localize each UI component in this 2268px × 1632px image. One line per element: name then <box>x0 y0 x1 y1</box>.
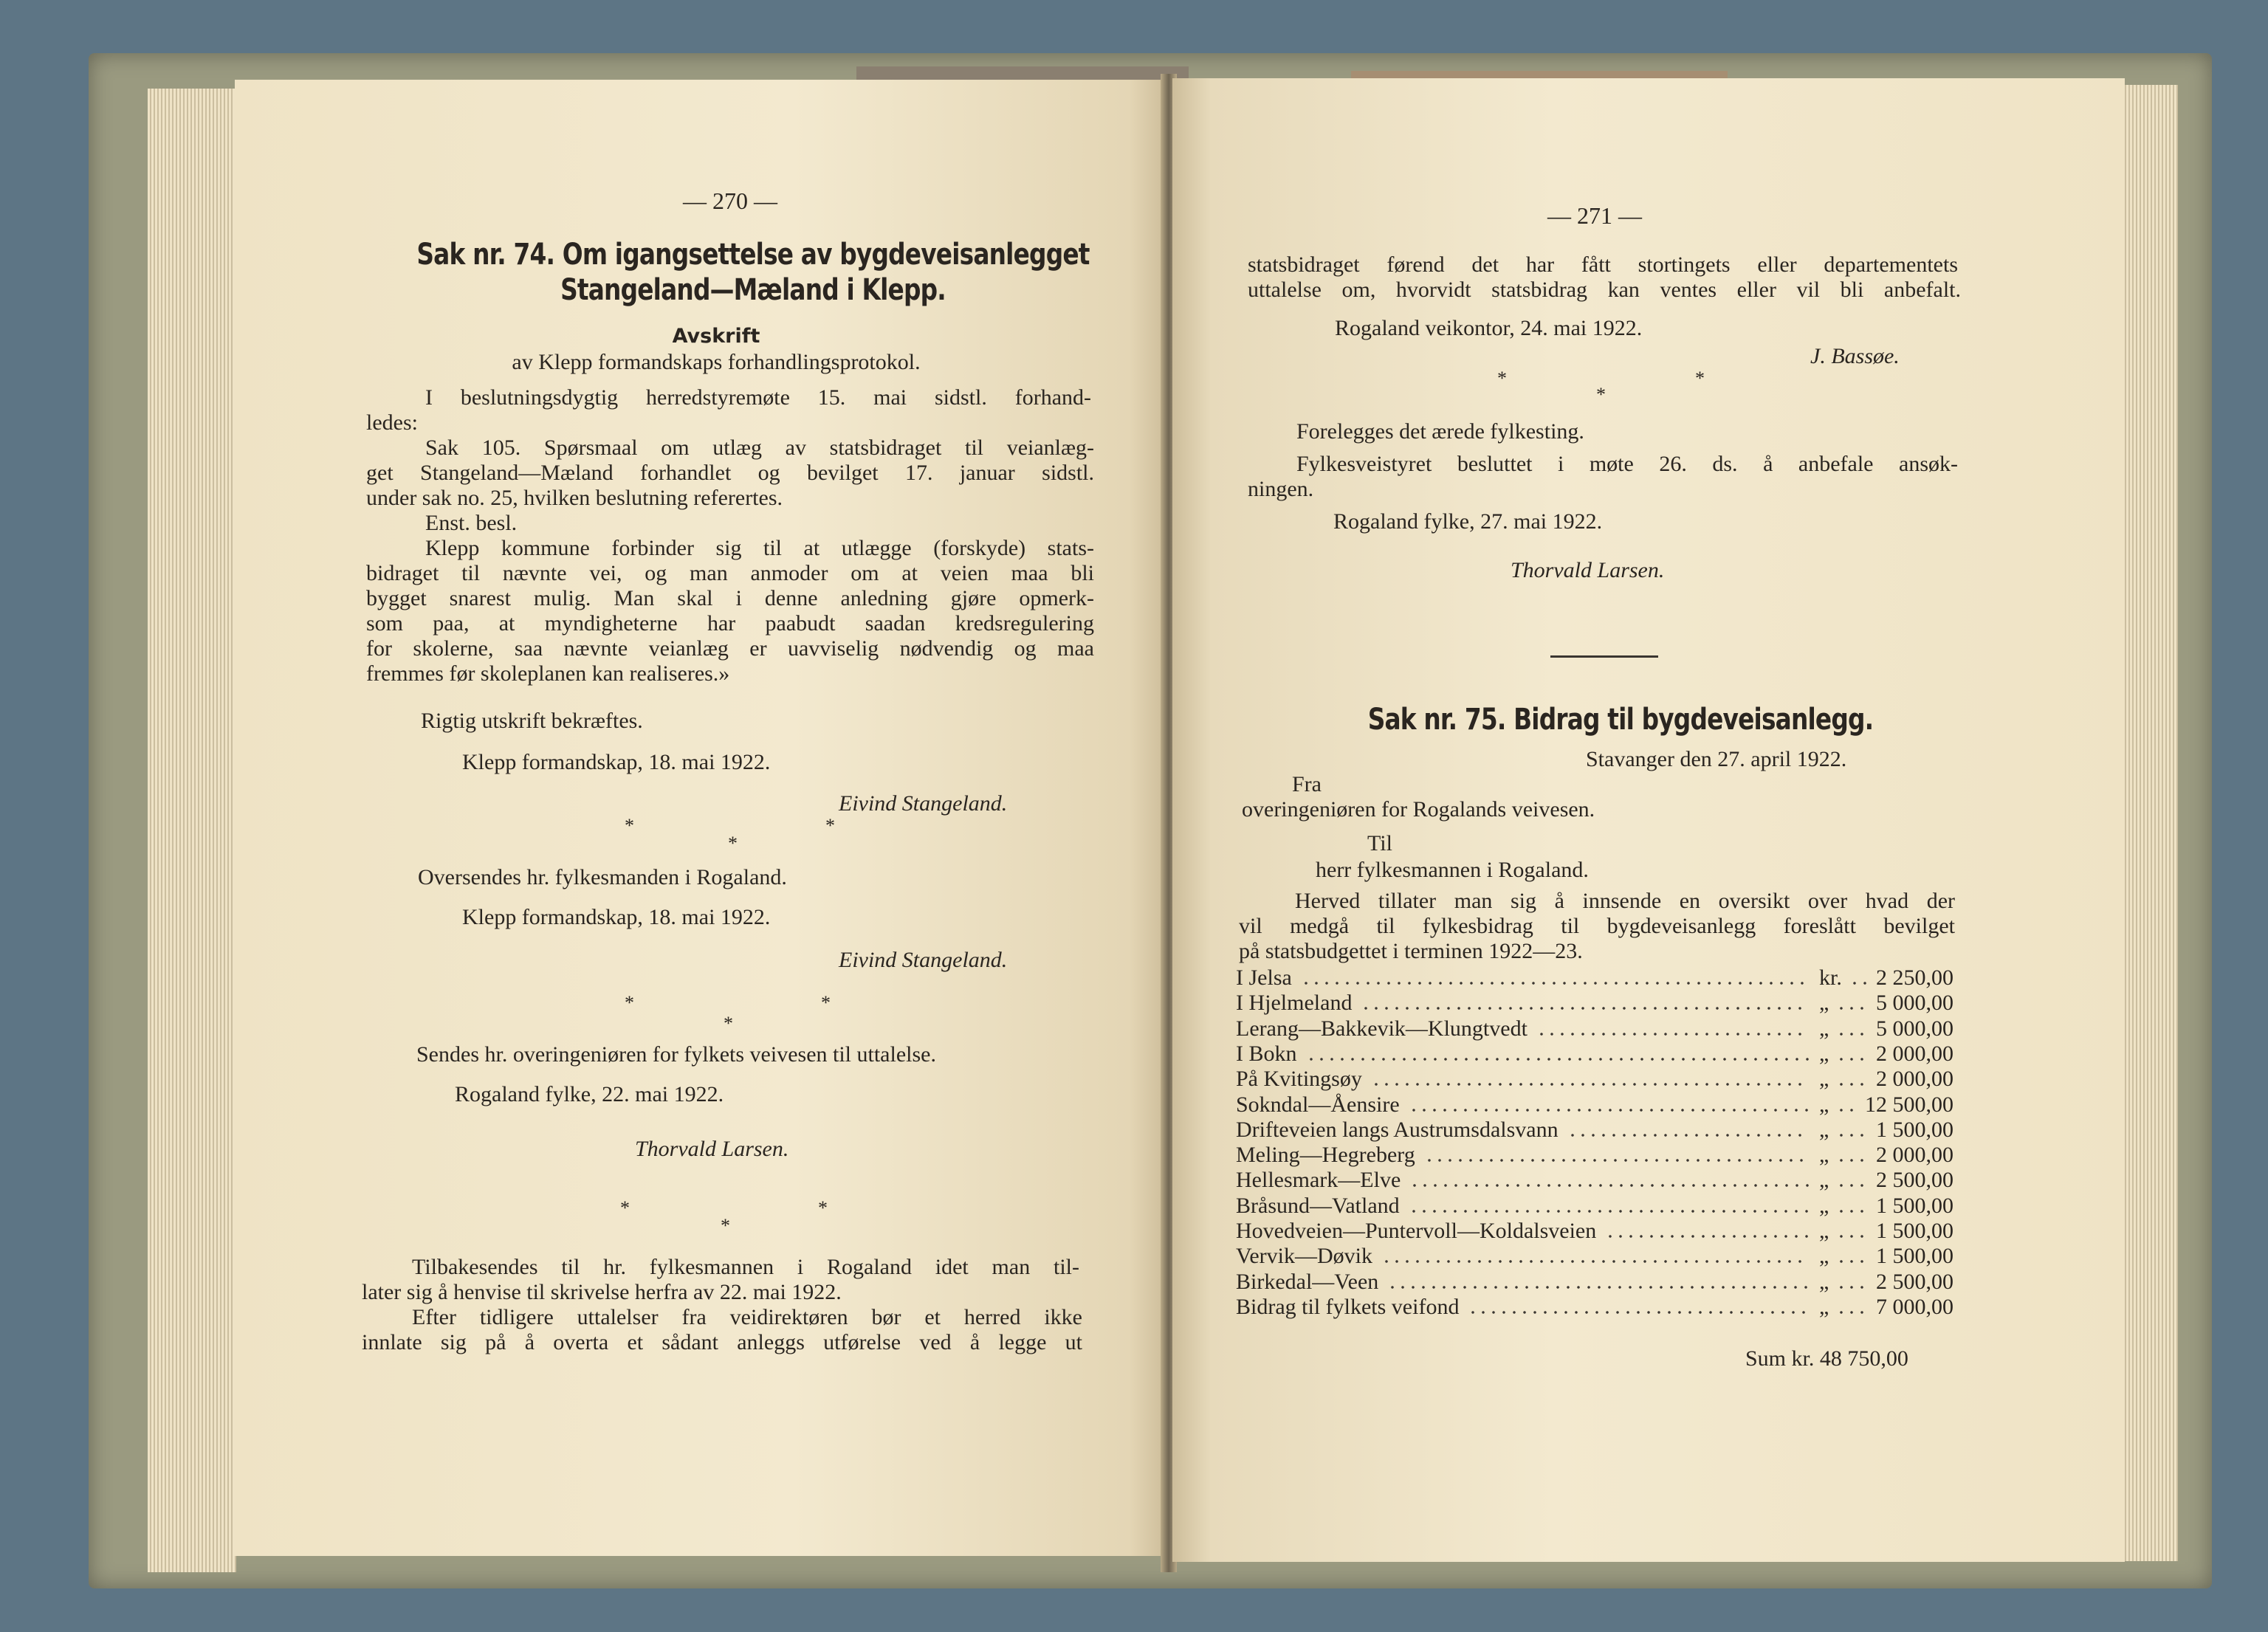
left-para3-line5: for skolerne, saa nævnte veianlæg er uavviselig nødvendig og maa <box>366 636 1094 661</box>
leader-dots <box>1361 1007 1809 1010</box>
left-star-3: * <box>728 833 738 854</box>
currency-mark: „ <box>1819 991 1829 1016</box>
budget-item-name: På Kvitingsøy <box>1236 1067 1362 1092</box>
left-oversendes: Oversendes hr. fylkesmanden i Rogaland. <box>418 865 787 889</box>
leader-dots-2 <box>1836 1184 1869 1187</box>
left-star-5: * <box>821 992 831 1013</box>
left-para3-line2: bidraget til nævnte vei, og man anmoder om at veien maa bli <box>366 561 1094 585</box>
leader-dots <box>1387 1286 1809 1289</box>
left-star-2: * <box>825 815 835 836</box>
leader-dots <box>1605 1235 1809 1238</box>
left-para1-line1: I beslutningsdygtig herredstyremøte 15. mai sidstl. forhand- <box>425 385 1091 410</box>
budget-item-name: Bidrag til fylkets veifond <box>1236 1294 1460 1319</box>
left-para4-line2: later sig å henvise til skrivelse herfra av 22. mai 1922. <box>362 1280 842 1304</box>
budget-item-name: Sokndal—Åensire <box>1236 1092 1400 1117</box>
right-fra2: overingeniøren for Rogalands veivesen. <box>1242 797 1595 822</box>
left-page-number: — 270 — <box>683 187 777 214</box>
right-star-2: * <box>1695 368 1705 389</box>
left-star-9: * <box>721 1215 730 1236</box>
budget-item-value: 1 500,00 <box>1876 1193 1953 1218</box>
left-rigtig: Rigtig utskrift bekræftes. <box>421 709 643 733</box>
leader-dots-2 <box>1836 1210 1869 1213</box>
leader-dots-2 <box>1849 982 1869 985</box>
right-forelegges: Forelegges det ærede fylkesting. <box>1296 419 1584 444</box>
left-heading-line2: Stangeland—Mæland i Klepp. <box>560 273 946 307</box>
budget-item-value: 2 000,00 <box>1876 1143 1953 1168</box>
leader-dots-2 <box>1836 1109 1858 1112</box>
left-para3-line4: som paa, at myndigheterne har paabudt saadan kredsregulering <box>366 611 1094 636</box>
left-para5-line2: innlate sig på å overta et sådant anleggs utførelse ved å legge ut <box>362 1330 1082 1354</box>
right-cont-line1: statsbidraget førend det har fått stortingets eller departementets <box>1248 252 1958 277</box>
leader-dots-2 <box>1836 1235 1869 1238</box>
right-star-3: * <box>1596 384 1606 405</box>
right-para1-line1: Fylkesveistyret besluttet i møte 26. ds. å anbefale ansøk- <box>1296 452 1958 476</box>
budget-item-name: Hovedveien—Puntervoll—Koldalsveien <box>1236 1219 1597 1243</box>
left-para2-line3: under sak no. 25, hvilken beslutning referertes. <box>366 486 783 510</box>
right-para2-line1: Herved tillater man sig å innsende en oversikt over hvad der <box>1295 889 1955 913</box>
left-sign3: Thorvald Larsen. <box>635 1137 789 1161</box>
left-para5-line1: Efter tidligere uttalelser fra veidirektøren bør et herred ikke <box>412 1305 1082 1329</box>
leader-dots-2 <box>1836 1007 1869 1010</box>
leader-dots-2 <box>1836 1311 1869 1314</box>
leader-dots <box>1409 1109 1809 1112</box>
left-para2-line1: Sak 105. Spørsmaal om utlæg av statsbidraget til veianlæg- <box>425 435 1094 460</box>
right-sign1: J. Bassøe. <box>1810 344 1900 368</box>
left-para3-line3: bygget snarest mulig. Man skal i denne anledning gjøre opmerk- <box>366 586 1094 610</box>
right-place-date: Stavanger den 27. april 1922. <box>1586 747 1847 771</box>
left-sendes: Sendes hr. overingeniøren for fylkets veivesen til uttalelse. <box>416 1042 936 1067</box>
left-para2-line2: get Stangeland—Mæland forhandlet og bevilget 17. januar sidstl. <box>366 461 1094 485</box>
budget-item-value: 2 500,00 <box>1876 1269 1953 1294</box>
budget-row <box>1236 965 1953 991</box>
budget-item-value: 2 000,00 <box>1876 1067 1953 1092</box>
budget-row <box>1236 1041 1953 1067</box>
right-fra: Fra <box>1292 772 1322 796</box>
leader-dots <box>1409 1210 1809 1213</box>
leader-dots <box>1468 1311 1809 1314</box>
budget-row <box>1236 1092 1953 1118</box>
budget-row <box>1236 1168 1953 1193</box>
budget-item-name: Lerang—Bakkevik—Klungtvedt <box>1236 1016 1528 1041</box>
page-edges-left <box>148 89 236 1572</box>
left-star-8: * <box>818 1197 828 1219</box>
leader-dots-2 <box>1836 1159 1869 1162</box>
budget-item-value: 7 000,00 <box>1876 1294 1953 1319</box>
currency-mark: „ <box>1819 1067 1829 1092</box>
leader-dots <box>1424 1159 1809 1162</box>
budget-item-value: 5 000,00 <box>1876 1016 1953 1041</box>
budget-item-value: 2 250,00 <box>1876 965 1953 990</box>
budget-item-value: 1 500,00 <box>1876 1244 1953 1269</box>
right-page-number: — 271 — <box>1547 202 1642 229</box>
left-para4-line1: Tilbakesendes til hr. fylkesmannen i Rogaland idet man til- <box>412 1255 1079 1279</box>
right-cont-line2: uttalelse om, hvorvidt statsbidrag kan ventes eller vil bli anbefalt. <box>1248 278 1961 302</box>
left-date3: Rogaland fylke, 22. mai 1922. <box>455 1082 724 1106</box>
right-date2: Rogaland fylke, 27. mai 1922. <box>1333 509 1603 534</box>
budget-item-value: 2 000,00 <box>1876 1041 1953 1066</box>
currency-mark: „ <box>1819 1269 1829 1294</box>
leader-dots <box>1306 1058 1809 1061</box>
leader-dots-2 <box>1836 1260 1869 1263</box>
currency-mark: „ <box>1819 1041 1829 1066</box>
budget-item-value: 2 500,00 <box>1876 1168 1953 1193</box>
right-para1-line2: ningen. <box>1248 477 1314 501</box>
currency-mark: „ <box>1819 1092 1829 1117</box>
left-subheading: Avskrift <box>672 325 760 348</box>
currency-mark: „ <box>1819 1168 1829 1193</box>
leader-dots <box>1371 1083 1809 1086</box>
right-para2-line2: vil medgå til fylkesbidrag til bygdeveisanlegg foreslått bevilget <box>1239 914 1955 938</box>
leader-dots-2 <box>1836 1033 1869 1036</box>
left-para3-line6: fremmes før skoleplanen kan realiseres.» <box>366 661 730 686</box>
currency-mark: „ <box>1819 1117 1829 1142</box>
budget-item-value: 1 500,00 <box>1876 1219 1953 1243</box>
right-para2-line3: på statsbudgettet i terminen 1922—23. <box>1239 939 1583 963</box>
budget-row <box>1236 1295 1953 1320</box>
budget-item-name: Vervik—Døvik <box>1236 1244 1372 1269</box>
currency-mark: „ <box>1819 1143 1829 1168</box>
budget-item-name: Meling—Hegreberg <box>1236 1143 1415 1168</box>
budget-row <box>1236 1244 1953 1269</box>
budget-row <box>1236 1067 1953 1092</box>
left-para3-line1: Klepp kommune forbinder sig til at utlægge (forskyde) stats- <box>425 536 1094 560</box>
left-date1: Klepp formandskap, 18. mai 1922. <box>462 750 771 774</box>
right-til: Til <box>1367 831 1392 855</box>
budget-item-name: I Bokn <box>1236 1041 1297 1066</box>
left-enst: Enst. besl. <box>425 511 518 535</box>
budget-item-name: I Jelsa <box>1236 965 1292 990</box>
leader-dots-2 <box>1836 1083 1869 1086</box>
currency-mark: kr. <box>1819 965 1842 990</box>
leader-dots <box>1567 1134 1809 1137</box>
budget-row <box>1236 991 1953 1016</box>
right-date1: Rogaland veikontor, 24. mai 1922. <box>1335 316 1643 340</box>
left-date2: Klepp formandskap, 18. mai 1922. <box>462 905 771 929</box>
left-star-4: * <box>625 992 634 1013</box>
budget-item-value: 12 500,00 <box>1865 1092 1953 1117</box>
left-sign2: Eivind Stangeland. <box>839 948 1008 972</box>
currency-mark: „ <box>1819 1219 1829 1243</box>
leader-dots <box>1301 982 1809 985</box>
budget-row <box>1236 1194 1953 1219</box>
budget-row <box>1236 1118 1953 1143</box>
budget-row <box>1236 1016 1953 1041</box>
currency-mark: „ <box>1819 1244 1829 1269</box>
leader-dots-2 <box>1836 1286 1869 1289</box>
budget-item-name: I Hjelmeland <box>1236 991 1353 1016</box>
budget-item-name: Hellesmark—Elve <box>1236 1168 1401 1193</box>
right-heading: Sak nr. 75. Bidrag til bygdeveisanlegg. <box>1367 703 1874 737</box>
budget-row <box>1236 1270 1953 1295</box>
budget-item-name: Birkedal—Veen <box>1236 1269 1379 1294</box>
left-star-6: * <box>724 1013 733 1034</box>
section-divider <box>1550 655 1658 658</box>
budget-item-name: Drifteveien langs Austrumsdalsvann <box>1236 1117 1559 1142</box>
left-subheading2: av Klepp formandskaps forhandlingsprotokol. <box>512 350 921 374</box>
right-star-1: * <box>1497 368 1507 389</box>
left-star-1: * <box>625 815 634 836</box>
leader-dots <box>1381 1260 1809 1263</box>
budget-item-value: 5 000,00 <box>1876 991 1953 1016</box>
left-star-7: * <box>620 1197 630 1219</box>
currency-mark: „ <box>1819 1294 1829 1319</box>
currency-mark: „ <box>1819 1016 1829 1041</box>
leader-dots <box>1409 1184 1809 1187</box>
leader-dots-2 <box>1836 1134 1869 1137</box>
leader-dots-2 <box>1836 1058 1869 1061</box>
budget-item-value: 1 500,00 <box>1876 1117 1953 1142</box>
budget-item-name: Bråsund—Vatland <box>1236 1193 1400 1218</box>
budget-row <box>1236 1143 1953 1168</box>
left-para1-line2: ledes: <box>366 410 418 435</box>
right-sum: Sum kr. 48 750,00 <box>1745 1346 1908 1371</box>
right-til2: herr fylkesmannen i Rogaland. <box>1316 858 1589 882</box>
left-heading-line1: Sak nr. 74. Om igangsettelse av bygdeveisanlegget <box>416 238 1090 272</box>
budget-row <box>1236 1219 1953 1244</box>
right-sign2: Thorvald Larsen. <box>1511 558 1665 582</box>
currency-mark: „ <box>1819 1193 1829 1218</box>
leader-dots <box>1536 1033 1809 1036</box>
left-sign1: Eivind Stangeland. <box>839 791 1008 816</box>
